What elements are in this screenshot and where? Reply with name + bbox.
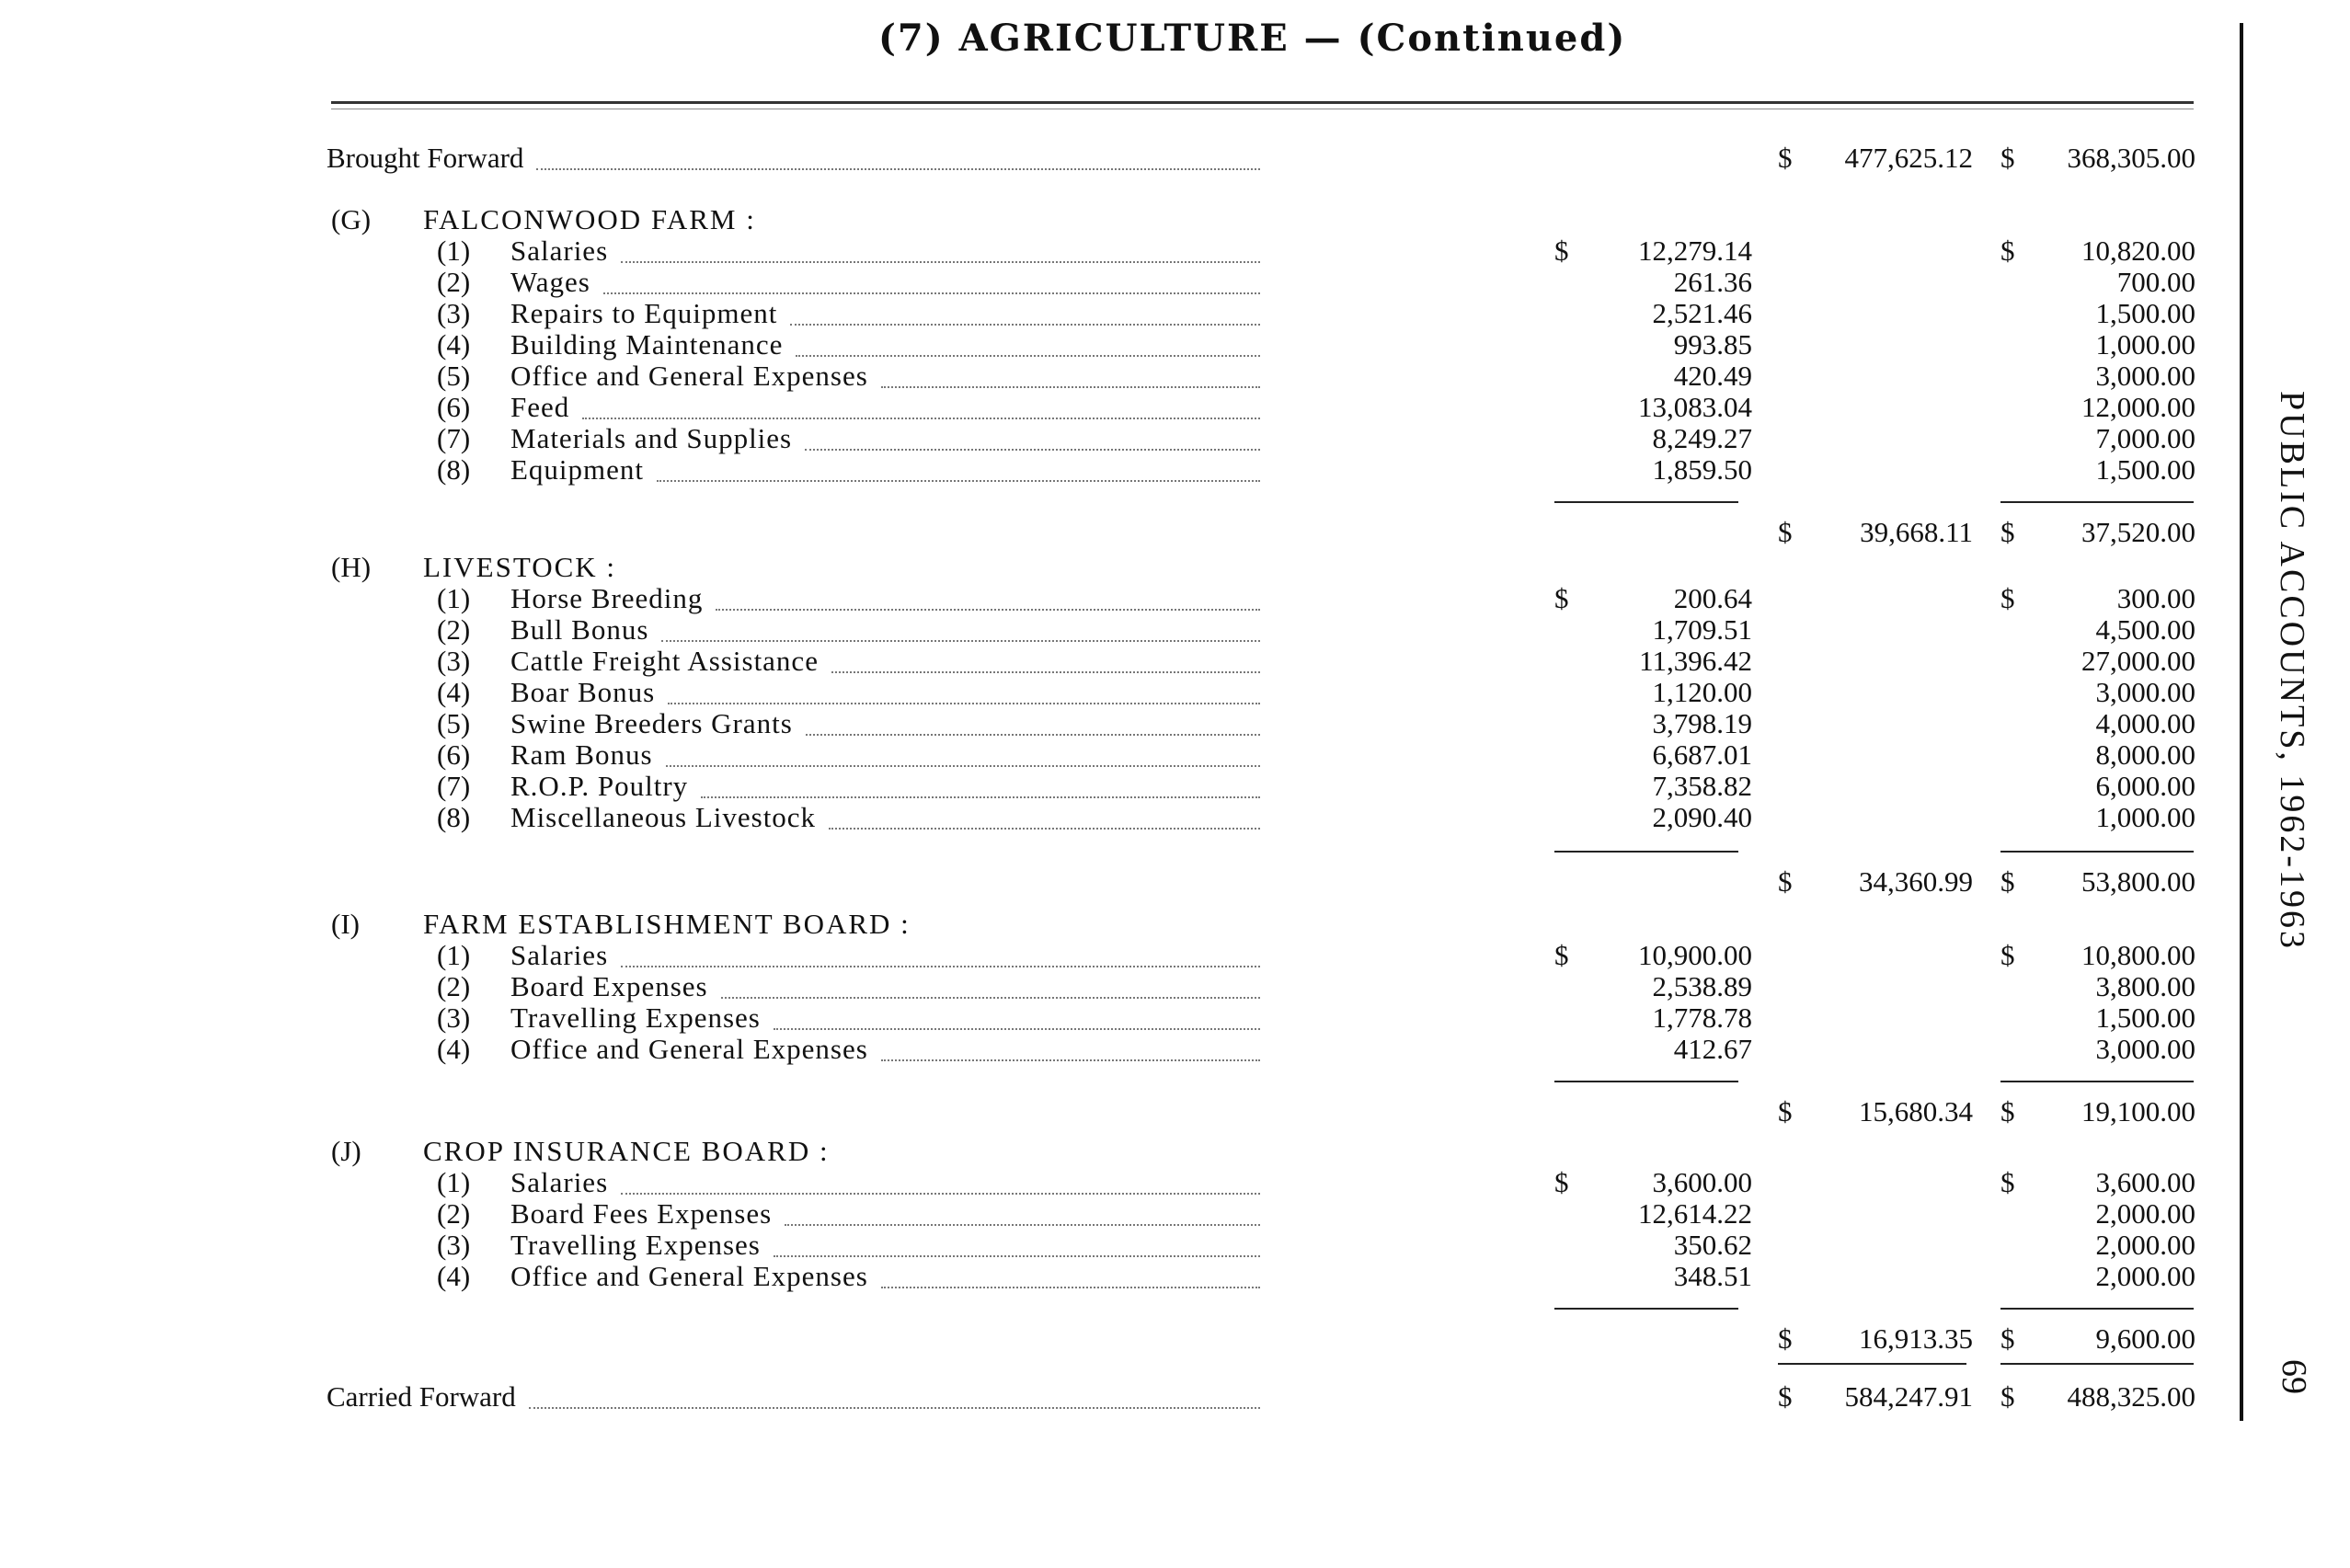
leader-dots bbox=[657, 480, 1260, 482]
item-amount: 13,083.04 bbox=[1638, 391, 1752, 423]
item-number: (2) bbox=[437, 970, 471, 1002]
leader-dots bbox=[785, 1224, 1260, 1226]
item-estimate: 4,500.00 bbox=[2095, 613, 2195, 646]
section-title-row bbox=[0, 204, 2350, 235]
item-estimate: 2,000.00 bbox=[2095, 1229, 2195, 1261]
total-rule bbox=[2000, 1363, 2194, 1365]
item-estimate: 3,600.00 bbox=[2095, 1166, 2195, 1198]
carried-forward-total: 584,247.91 bbox=[1844, 1380, 1973, 1413]
item-number: (8) bbox=[437, 801, 471, 833]
item-number: (7) bbox=[437, 770, 471, 802]
currency-sign: $ bbox=[2000, 1322, 2015, 1355]
side-title: PUBLIC ACCOUNTS, 1962-1963 bbox=[2273, 391, 2311, 951]
item-number: (4) bbox=[437, 676, 471, 708]
leader-dots bbox=[716, 609, 1260, 611]
currency-sign: $ bbox=[1778, 142, 1793, 174]
item-number: (8) bbox=[437, 453, 471, 486]
leader-dots bbox=[805, 449, 1260, 451]
section-total-row bbox=[0, 1323, 2350, 1355]
section-total: 15,680.34 bbox=[1859, 1095, 1973, 1127]
section-total: 16,913.35 bbox=[1859, 1322, 1973, 1355]
item-amount: 1,709.51 bbox=[1652, 613, 1752, 646]
section-total: 39,668.11 bbox=[1860, 516, 1973, 548]
currency-sign: $ bbox=[2000, 1166, 2015, 1198]
item-label: Salaries bbox=[510, 939, 609, 971]
item-label: Travelling Expenses bbox=[510, 1001, 761, 1034]
section-title: FARM ESTABLISHMENT BOARD : bbox=[423, 908, 911, 940]
line-item bbox=[0, 392, 2350, 423]
line-item bbox=[0, 454, 2350, 486]
section-title: LIVESTOCK : bbox=[423, 551, 617, 583]
leader-dots bbox=[796, 355, 1260, 357]
item-label: Salaries bbox=[510, 235, 609, 267]
item-label: Bull Bonus bbox=[510, 613, 649, 646]
subtotal-rule bbox=[1554, 1308, 1738, 1310]
item-label: Board Fees Expenses bbox=[510, 1197, 773, 1230]
currency-sign: $ bbox=[1554, 582, 1569, 614]
currency-sign: $ bbox=[2000, 1380, 2015, 1413]
header-rule bbox=[331, 101, 2194, 104]
section-title-row bbox=[0, 552, 2350, 583]
item-label: Board Expenses bbox=[510, 970, 708, 1002]
leader-dots bbox=[701, 796, 1260, 798]
item-amount: 1,778.78 bbox=[1652, 1001, 1752, 1034]
item-number: (7) bbox=[437, 422, 471, 454]
item-label: Office and General Expenses bbox=[510, 360, 868, 392]
line-item bbox=[0, 1167, 2350, 1198]
line-item bbox=[0, 1230, 2350, 1261]
item-amount: 11,396.42 bbox=[1639, 645, 1752, 677]
item-estimate: 300.00 bbox=[2116, 582, 2195, 614]
item-amount: 993.85 bbox=[1673, 328, 1752, 361]
line-item bbox=[0, 771, 2350, 802]
section-estimate-total: 37,520.00 bbox=[2081, 516, 2195, 548]
item-label: Boar Bonus bbox=[510, 676, 656, 708]
item-number: (3) bbox=[437, 1229, 471, 1261]
currency-sign: $ bbox=[2000, 865, 2015, 898]
item-label: Travelling Expenses bbox=[510, 1229, 761, 1261]
line-item bbox=[0, 267, 2350, 298]
item-number: (2) bbox=[437, 1197, 471, 1230]
line-item bbox=[0, 235, 2350, 267]
line-item bbox=[0, 940, 2350, 971]
leader-dots bbox=[666, 765, 1260, 767]
line-item bbox=[0, 971, 2350, 1002]
item-estimate: 27,000.00 bbox=[2081, 645, 2195, 677]
item-estimate: 1,000.00 bbox=[2095, 801, 2195, 833]
carried-forward-label: Carried Forward bbox=[327, 1380, 516, 1413]
item-label: Miscellaneous Livestock bbox=[510, 801, 817, 833]
leader-dots bbox=[881, 386, 1260, 388]
item-amount: 1,120.00 bbox=[1652, 676, 1752, 708]
subtotal-rule bbox=[1554, 501, 1738, 503]
line-item bbox=[0, 1002, 2350, 1034]
item-estimate: 3,000.00 bbox=[2095, 676, 2195, 708]
section-title: FALCONWOOD FARM : bbox=[423, 203, 756, 235]
currency-sign: $ bbox=[2000, 142, 2015, 174]
item-number: (6) bbox=[437, 391, 471, 423]
item-amount: 350.62 bbox=[1673, 1229, 1752, 1261]
currency-sign: $ bbox=[2000, 235, 2015, 267]
currency-sign: $ bbox=[1778, 865, 1793, 898]
item-amount: 10,900.00 bbox=[1638, 939, 1752, 971]
page-number: 69 bbox=[2275, 1359, 2313, 1394]
line-item bbox=[0, 1261, 2350, 1292]
item-estimate: 1,500.00 bbox=[2095, 297, 2195, 329]
item-label: Office and General Expenses bbox=[510, 1260, 868, 1292]
item-estimate: 1,500.00 bbox=[2095, 1001, 2195, 1034]
item-label: Feed bbox=[510, 391, 570, 423]
carried-forward-row bbox=[0, 1381, 2350, 1413]
item-amount: 2,538.89 bbox=[1652, 970, 1752, 1002]
item-estimate: 2,000.00 bbox=[2095, 1197, 2195, 1230]
line-item bbox=[0, 329, 2350, 361]
brought-forward-total: 477,625.12 bbox=[1844, 142, 1973, 174]
item-label: Wages bbox=[510, 266, 590, 298]
currency-sign: $ bbox=[2000, 582, 2015, 614]
line-item bbox=[0, 614, 2350, 646]
item-number: (4) bbox=[437, 1260, 471, 1292]
item-label: Building Maintenance bbox=[510, 328, 784, 361]
leader-dots bbox=[806, 734, 1260, 736]
item-estimate: 2,000.00 bbox=[2095, 1260, 2195, 1292]
item-number: (2) bbox=[437, 266, 471, 298]
currency-sign: $ bbox=[2000, 939, 2015, 971]
leader-dots bbox=[661, 640, 1260, 642]
item-estimate: 6,000.00 bbox=[2095, 770, 2195, 802]
leader-dots bbox=[621, 1193, 1260, 1195]
item-label: Equipment bbox=[510, 453, 645, 486]
item-number: (1) bbox=[437, 235, 471, 267]
item-amount: 200.64 bbox=[1673, 582, 1752, 614]
item-number: (5) bbox=[437, 707, 471, 739]
item-estimate: 3,800.00 bbox=[2095, 970, 2195, 1002]
section-total-row bbox=[0, 517, 2350, 548]
item-label: Horse Breeding bbox=[510, 582, 704, 614]
item-label: Swine Breeders Grants bbox=[510, 707, 793, 739]
item-label: Office and General Expenses bbox=[510, 1033, 868, 1065]
item-amount: 12,279.14 bbox=[1638, 235, 1752, 267]
leader-dots bbox=[790, 324, 1260, 326]
section-estimate-total: 53,800.00 bbox=[2081, 865, 2195, 898]
item-amount: 3,600.00 bbox=[1652, 1166, 1752, 1198]
section-code: (J) bbox=[331, 1135, 361, 1167]
item-number: (1) bbox=[437, 582, 471, 614]
item-number: (3) bbox=[437, 297, 471, 329]
currency-sign: $ bbox=[1554, 235, 1569, 267]
section-estimate-total: 19,100.00 bbox=[2081, 1095, 2195, 1127]
line-item bbox=[0, 361, 2350, 392]
carried-forward-estimate: 488,325.00 bbox=[2067, 1380, 2195, 1413]
item-label: Materials and Supplies bbox=[510, 422, 793, 454]
leader-dots bbox=[721, 997, 1260, 999]
total-rule bbox=[1778, 1363, 1966, 1365]
currency-sign: $ bbox=[1554, 1166, 1569, 1198]
line-item bbox=[0, 423, 2350, 454]
currency-sign: $ bbox=[1778, 1380, 1793, 1413]
item-label: Ram Bonus bbox=[510, 738, 653, 771]
leader-dots bbox=[536, 168, 1260, 170]
item-label: Repairs to Equipment bbox=[510, 297, 778, 329]
line-item bbox=[0, 1198, 2350, 1230]
line-item bbox=[0, 646, 2350, 677]
item-number: (5) bbox=[437, 360, 471, 392]
subtotal-rule bbox=[2000, 1308, 2194, 1310]
currency-sign: $ bbox=[1778, 1095, 1793, 1127]
item-estimate: 700.00 bbox=[2116, 266, 2195, 298]
item-estimate: 1,000.00 bbox=[2095, 328, 2195, 361]
section-code: (H) bbox=[331, 551, 372, 583]
section-estimate-total: 9,600.00 bbox=[2095, 1322, 2195, 1355]
line-item bbox=[0, 802, 2350, 833]
leader-dots bbox=[829, 828, 1260, 830]
line-item bbox=[0, 298, 2350, 329]
section-code: (G) bbox=[331, 203, 372, 235]
currency-sign: $ bbox=[1778, 1322, 1793, 1355]
item-number: (3) bbox=[437, 645, 471, 677]
leader-dots bbox=[621, 261, 1260, 263]
item-label: Salaries bbox=[510, 1166, 609, 1198]
item-amount: 12,614.22 bbox=[1638, 1197, 1752, 1230]
item-number: (1) bbox=[437, 1166, 471, 1198]
item-amount: 412.67 bbox=[1673, 1033, 1752, 1065]
currency-sign: $ bbox=[1778, 516, 1793, 548]
item-estimate: 1,500.00 bbox=[2095, 453, 2195, 486]
line-item bbox=[0, 708, 2350, 739]
subtotal-rule bbox=[1554, 851, 1738, 853]
item-amount: 6,687.01 bbox=[1652, 738, 1752, 771]
section-total-row bbox=[0, 1096, 2350, 1127]
line-item bbox=[0, 739, 2350, 771]
leader-dots bbox=[582, 418, 1260, 419]
section-title-row bbox=[0, 909, 2350, 940]
item-amount: 420.49 bbox=[1673, 360, 1752, 392]
item-amount: 2,521.46 bbox=[1652, 297, 1752, 329]
line-item bbox=[0, 1034, 2350, 1065]
section-code: (I) bbox=[331, 908, 360, 940]
item-number: (4) bbox=[437, 328, 471, 361]
item-amount: 2,090.40 bbox=[1652, 801, 1752, 833]
subtotal-rule bbox=[1554, 1081, 1738, 1082]
currency-sign: $ bbox=[2000, 516, 2015, 548]
subtotal-rule bbox=[2000, 851, 2194, 853]
item-number: (6) bbox=[437, 738, 471, 771]
item-number: (3) bbox=[437, 1001, 471, 1034]
line-item bbox=[0, 677, 2350, 708]
item-estimate: 4,000.00 bbox=[2095, 707, 2195, 739]
currency-sign: $ bbox=[1554, 939, 1569, 971]
leader-dots bbox=[529, 1407, 1260, 1409]
leader-dots bbox=[603, 292, 1260, 294]
item-label: Cattle Freight Assistance bbox=[510, 645, 819, 677]
currency-sign: $ bbox=[2000, 1095, 2015, 1127]
item-number: (2) bbox=[437, 613, 471, 646]
page-title: (7) AGRICULTURE — (Continued) bbox=[878, 17, 1627, 60]
item-amount: 7,358.82 bbox=[1652, 770, 1752, 802]
line-item bbox=[0, 583, 2350, 614]
item-amount: 261.36 bbox=[1673, 266, 1752, 298]
side-rule bbox=[2240, 23, 2243, 1421]
leader-dots bbox=[831, 671, 1260, 673]
section-total: 34,360.99 bbox=[1859, 865, 1973, 898]
subtotal-rule bbox=[2000, 1081, 2194, 1082]
item-amount: 8,249.27 bbox=[1652, 422, 1752, 454]
subtotal-rule bbox=[2000, 501, 2194, 503]
section-title-row bbox=[0, 1136, 2350, 1167]
leader-dots bbox=[774, 1028, 1260, 1030]
section-title: CROP INSURANCE BOARD : bbox=[423, 1135, 830, 1167]
brought-forward-estimate: 368,305.00 bbox=[2067, 142, 2195, 174]
brought-forward-row bbox=[0, 143, 2350, 174]
item-number: (1) bbox=[437, 939, 471, 971]
item-estimate: 10,800.00 bbox=[2081, 939, 2195, 971]
item-estimate: 12,000.00 bbox=[2081, 391, 2195, 423]
item-number: (4) bbox=[437, 1033, 471, 1065]
item-estimate: 3,000.00 bbox=[2095, 360, 2195, 392]
section-total-row bbox=[0, 866, 2350, 898]
leader-dots bbox=[621, 966, 1260, 967]
item-estimate: 8,000.00 bbox=[2095, 738, 2195, 771]
leader-dots bbox=[881, 1287, 1260, 1288]
item-estimate: 7,000.00 bbox=[2095, 422, 2195, 454]
item-estimate: 3,000.00 bbox=[2095, 1033, 2195, 1065]
leader-dots bbox=[668, 703, 1260, 704]
item-amount: 3,798.19 bbox=[1652, 707, 1752, 739]
brought-forward-label: Brought Forward bbox=[327, 142, 524, 174]
item-label: R.O.P. Poultry bbox=[510, 770, 689, 802]
leader-dots bbox=[774, 1255, 1260, 1257]
item-amount: 1,859.50 bbox=[1652, 453, 1752, 486]
leader-dots bbox=[881, 1059, 1260, 1061]
item-estimate: 10,820.00 bbox=[2081, 235, 2195, 267]
item-amount: 348.51 bbox=[1673, 1260, 1752, 1292]
